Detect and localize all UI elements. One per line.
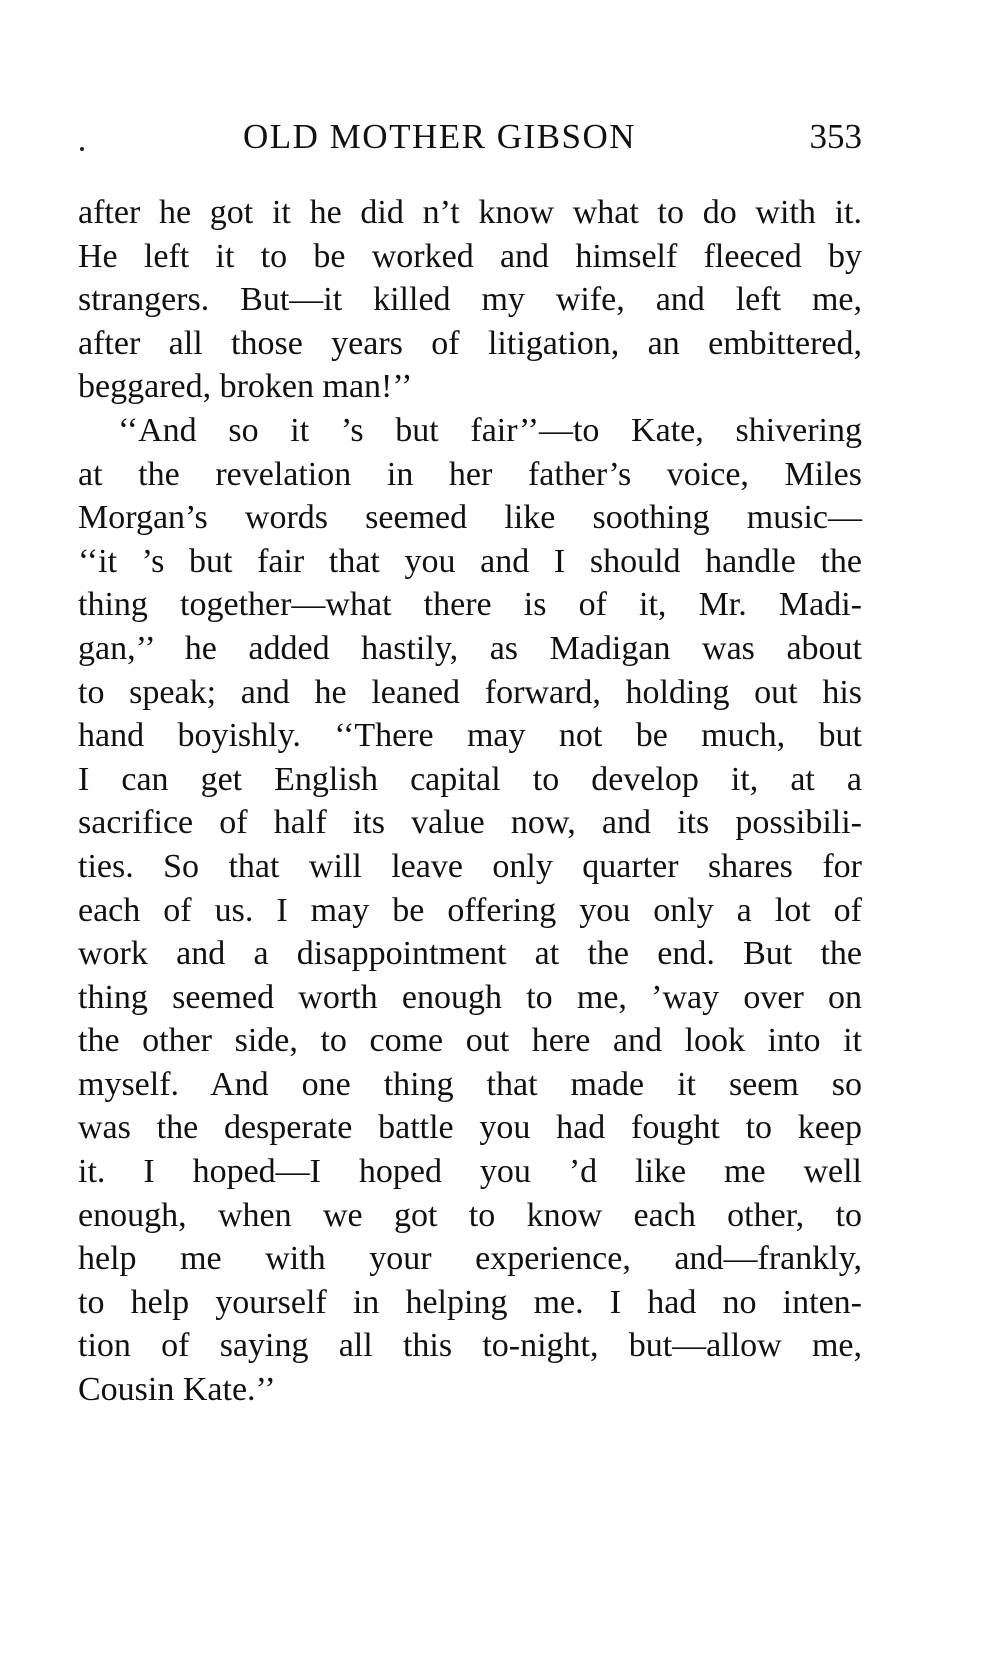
text-line: ties. So that will leave only quarter shares for (78, 847, 862, 885)
text-line: ‘‘it ’s but fair that you and I should handle the (78, 542, 862, 580)
text-line: help me with your experience, and—frankly, (78, 1240, 862, 1278)
text-line: after all those years of litigation, an embittered, (78, 324, 862, 362)
text-line: gan,’’ he added hastily, as Madigan was about (78, 629, 862, 667)
text-line: each of us. I may be offering you only a lot of (78, 891, 862, 929)
text-line: beggared, broken man!’’ (78, 368, 413, 406)
text-line: strangers. But—it killed my wife, and left me, (78, 281, 862, 319)
body-text (78, 191, 862, 1412)
text-line: He left it to be worked and himself fleeced by (78, 237, 862, 275)
text-line: sacrifice of half its value now, and its possibili- (78, 804, 862, 842)
text-line: after he got it he did n’t know what to do with it. (78, 194, 862, 231)
text-line: myself. And one thing that made it seem so (78, 1065, 862, 1103)
text-line: hand boyishly. ‘‘There may not be much, but (78, 717, 862, 755)
page-number: 353 (809, 117, 862, 156)
text-line: thing together—what there is of it, Mr. Madi- (78, 586, 862, 624)
text-line: I can get English capital to develop it, at a (78, 760, 862, 798)
text-line: to help yourself in helping me. I had no inten- (78, 1283, 862, 1321)
text-line: work and a disappointment at the end. But the (78, 935, 862, 973)
running-title: OLD MOTHER GIBSON (243, 117, 636, 156)
text-line: enough, when we got to know each other, to (78, 1196, 862, 1234)
text-line: thing seemed worth enough to me, ’way over on (78, 978, 862, 1016)
running-header (78, 113, 862, 161)
text-line: at the revelation in her father’s voice, Miles (78, 455, 862, 493)
text-line: it. I hoped—I hoped you ’d like me well (78, 1153, 862, 1191)
text-line: tion of saying all this to-night, but—allow me, (78, 1327, 862, 1365)
text-line: Cousin Kate.’’ (78, 1371, 276, 1409)
text-line: the other side, to come out here and look into it (78, 1022, 862, 1060)
text-line: to speak; and he leaned forward, holding out his (78, 673, 862, 711)
text-line: was the desperate battle you had fought to keep (78, 1109, 862, 1147)
text-line: ‘‘And so it ’s but fair’’—to Kate, shivering (118, 411, 862, 449)
text-line: Morgan’s words seemed like soothing music— (78, 499, 862, 537)
